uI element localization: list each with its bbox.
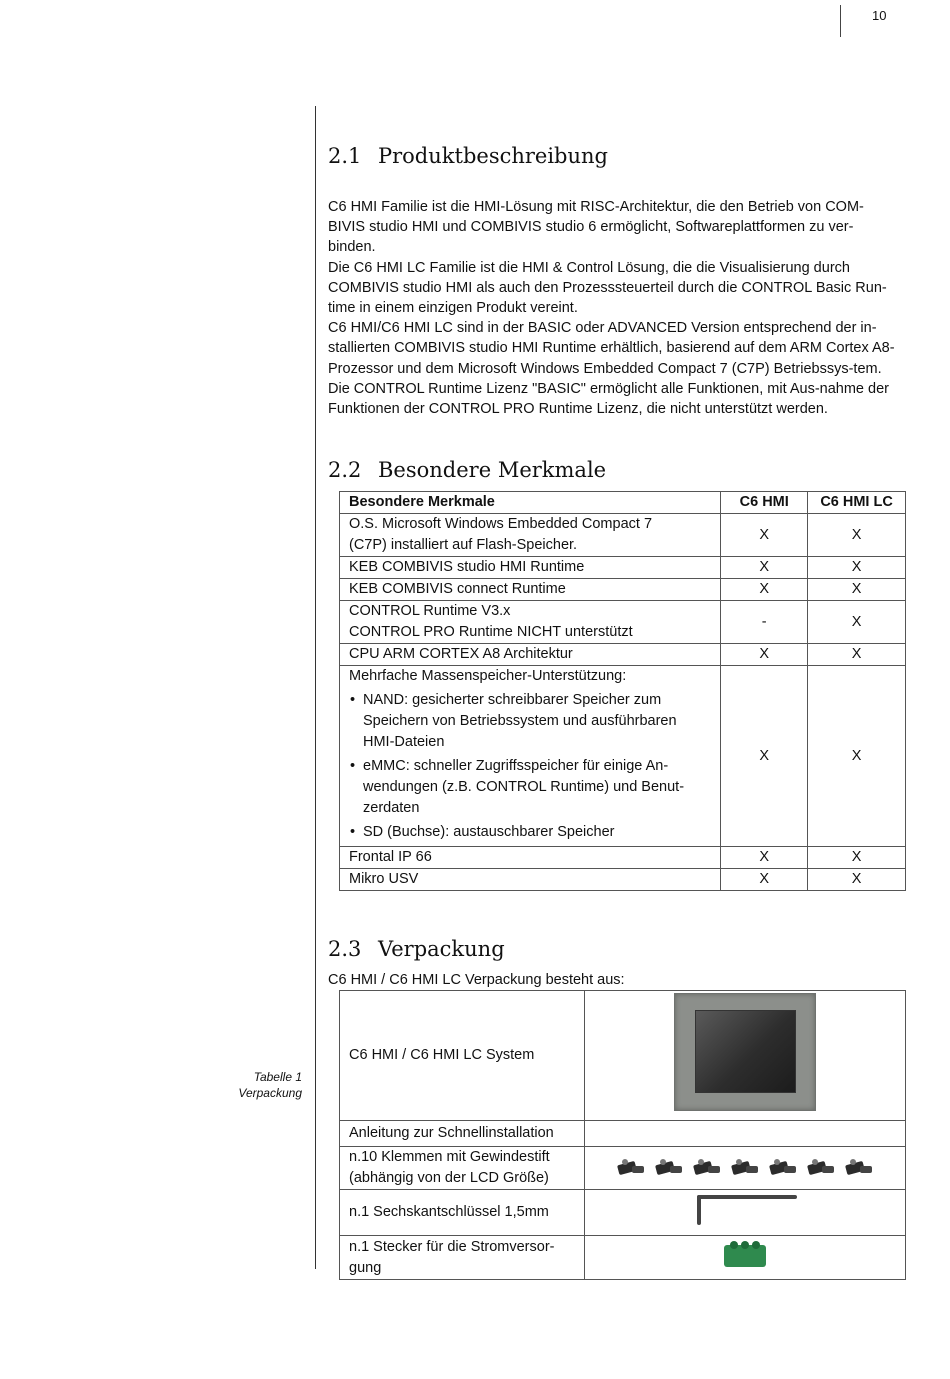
c6-hmi-lc-cell: X bbox=[808, 666, 906, 847]
list-item: • NAND: gesicherter schreibbarer Speicher zum Speichern von Betriebssystem und ausführbaren HMI-Dateien bbox=[363, 690, 711, 753]
column-header: C6 HMI bbox=[721, 492, 808, 514]
item-cell: C6 HMI / C6 HMI LC System bbox=[340, 991, 585, 1121]
section-title: Besondere Merkmale bbox=[378, 458, 607, 482]
clamp-icon bbox=[616, 1159, 646, 1177]
paragraph: C6 HMI/C6 HMI LC sind in der BASIC oder ADVANCED Version entsprechend der in-stallierten COMBIVIS studio HMI Runtime erhältlich, basierend auf dem ARM Cortex A8-Prozessor und dem Microsoft Windows Embedded Compact 7 (C7P) Betriebssys-tem. Die CONTROL Runtime Lizenz "BASIC" ermöglicht alle Funktionen, mit Aus-nahme der Funktionen der CONTROL PRO Runtime Lizenz, die nicht unterstützt werden. bbox=[328, 320, 895, 418]
c6-hmi-cell: X bbox=[721, 644, 808, 666]
table-row bbox=[340, 514, 906, 557]
clamp-icon bbox=[730, 1159, 760, 1177]
product-description bbox=[328, 197, 898, 419]
caption-title: Verpackung bbox=[238, 1086, 302, 1100]
cell-text: Mehrfache Massenspeicher-Unterstützung: bbox=[349, 668, 627, 684]
column-header: Besondere Merkmale bbox=[340, 492, 721, 514]
empty-image-cell bbox=[585, 1121, 906, 1147]
paragraph: C6 HMI Familie ist die HMI-Lösung mit RISC-Architektur, die den Betrieb von COM-BIVIS studio HMI und COMBIVIS studio 6 ermöglicht, Softwareplattformen zu ver-binden. bbox=[328, 199, 864, 256]
feature-cell bbox=[340, 666, 721, 847]
column-header: C6 HMI LC bbox=[808, 492, 906, 514]
hmi-device-icon bbox=[674, 993, 816, 1111]
c6-hmi-lc-cell: X bbox=[808, 557, 906, 579]
clamp-icon bbox=[692, 1159, 722, 1177]
item-cell bbox=[340, 1236, 585, 1280]
cell-text: n.10 Klemmen mit Gewindestift bbox=[349, 1149, 550, 1165]
table-row bbox=[340, 666, 906, 847]
table-row bbox=[340, 1190, 906, 1236]
table-row bbox=[340, 847, 906, 869]
packaging-intro: C6 HMI / C6 HMI LC Verpackung besteht aus: bbox=[328, 972, 625, 988]
section-number: 2.2 bbox=[328, 458, 362, 482]
table-row bbox=[340, 601, 906, 644]
clamp-icon bbox=[806, 1159, 836, 1177]
c6-hmi-cell: X bbox=[721, 514, 808, 557]
feature-cell: Mikro USV bbox=[340, 869, 721, 891]
packaging-table bbox=[339, 990, 906, 1280]
feature-cell: KEB COMBIVIS studio HMI Runtime bbox=[340, 557, 721, 579]
clamp-icon bbox=[844, 1159, 874, 1177]
caption-label: Tabelle 1 bbox=[253, 1070, 302, 1084]
table-row bbox=[340, 557, 906, 579]
cell-text: gung bbox=[349, 1259, 382, 1276]
cell-text: (abhängig von der LCD Größe) bbox=[349, 1170, 549, 1186]
c6-hmi-cell: X bbox=[721, 847, 808, 869]
table-row bbox=[340, 1147, 906, 1190]
table-row bbox=[340, 869, 906, 891]
feature-cell bbox=[340, 514, 721, 557]
bullet-list bbox=[349, 690, 711, 843]
c6-hmi-cell: X bbox=[721, 557, 808, 579]
margin-rule bbox=[315, 106, 316, 1269]
clamp-icons bbox=[587, 1159, 903, 1177]
table-caption bbox=[200, 1069, 302, 1101]
c6-hmi-lc-cell: X bbox=[808, 847, 906, 869]
page-number: 10 bbox=[872, 8, 887, 23]
table-row bbox=[340, 579, 906, 601]
item-cell bbox=[340, 1147, 585, 1190]
section-title: Produktbeschreibung bbox=[378, 144, 608, 168]
clamp-icon bbox=[654, 1159, 684, 1177]
list-item: • eMMC: schneller Zugriffsspeicher für einige An-wendungen (z.B. CONTROL Runtime) und Benut-zerdaten bbox=[363, 756, 711, 819]
item-cell: Anleitung zur Schnellinstallation bbox=[340, 1121, 585, 1147]
cell-text: n.1 Stecker für die Stromversor- bbox=[349, 1238, 555, 1255]
hmi-device-image bbox=[585, 991, 906, 1121]
hex-key-icon bbox=[691, 1192, 799, 1226]
section-heading-2-2 bbox=[328, 458, 606, 482]
clamp-icon bbox=[768, 1159, 798, 1177]
c6-hmi-cell: X bbox=[721, 869, 808, 891]
c6-hmi-lc-cell: X bbox=[808, 869, 906, 891]
feature-cell bbox=[340, 601, 721, 644]
power-connector-image bbox=[585, 1236, 906, 1280]
cell-text: O.S. Microsoft Windows Embedded Compact 7 bbox=[349, 516, 653, 532]
hex-key-image bbox=[585, 1190, 906, 1236]
feature-cell: CPU ARM CORTEX A8 Architektur bbox=[340, 644, 721, 666]
features-table bbox=[339, 491, 906, 891]
c6-hmi-lc-cell: X bbox=[808, 514, 906, 557]
paragraph: Die C6 HMI LC Familie ist die HMI & Control Lösung, die die Visualisierung durch COMBIVIS studio HMI als auch den Prozesssteuerteil durch die CONTROL Basic Run-time in einem einzigen Produkt vereint. bbox=[328, 259, 887, 317]
table-row bbox=[340, 1121, 906, 1147]
c6-hmi-cell: X bbox=[721, 579, 808, 601]
c6-hmi-cell: - bbox=[721, 601, 808, 644]
cell-text: CONTROL Runtime V3.x bbox=[349, 603, 511, 619]
feature-cell: Frontal IP 66 bbox=[340, 847, 721, 869]
list-item: • SD (Buchse): austauschbarer Speicher bbox=[363, 822, 711, 843]
c6-hmi-lc-cell: X bbox=[808, 579, 906, 601]
cell-text: CONTROL PRO Runtime NICHT unterstützt bbox=[349, 624, 633, 640]
power-connector-icon bbox=[722, 1239, 768, 1269]
section-number: 2.3 bbox=[328, 937, 362, 961]
terminal-clamps-image bbox=[585, 1147, 906, 1190]
cell-text: (C7P) installiert auf Flash-Speicher. bbox=[349, 537, 578, 553]
table-row bbox=[340, 1236, 906, 1280]
table-row bbox=[340, 644, 906, 666]
item-cell: n.1 Sechskantschlüssel 1,5mm bbox=[340, 1190, 585, 1236]
table-header-row bbox=[340, 492, 906, 514]
page-number-divider bbox=[840, 5, 841, 37]
section-title: Verpackung bbox=[378, 937, 505, 961]
section-number: 2.1 bbox=[328, 144, 362, 168]
section-heading-2-3 bbox=[328, 937, 505, 961]
feature-cell: KEB COMBIVIS connect Runtime bbox=[340, 579, 721, 601]
table-row bbox=[340, 991, 906, 1121]
c6-hmi-lc-cell: X bbox=[808, 644, 906, 666]
section-heading-2-1 bbox=[328, 144, 608, 168]
c6-hmi-lc-cell: X bbox=[808, 601, 906, 644]
c6-hmi-cell: X bbox=[721, 666, 808, 847]
